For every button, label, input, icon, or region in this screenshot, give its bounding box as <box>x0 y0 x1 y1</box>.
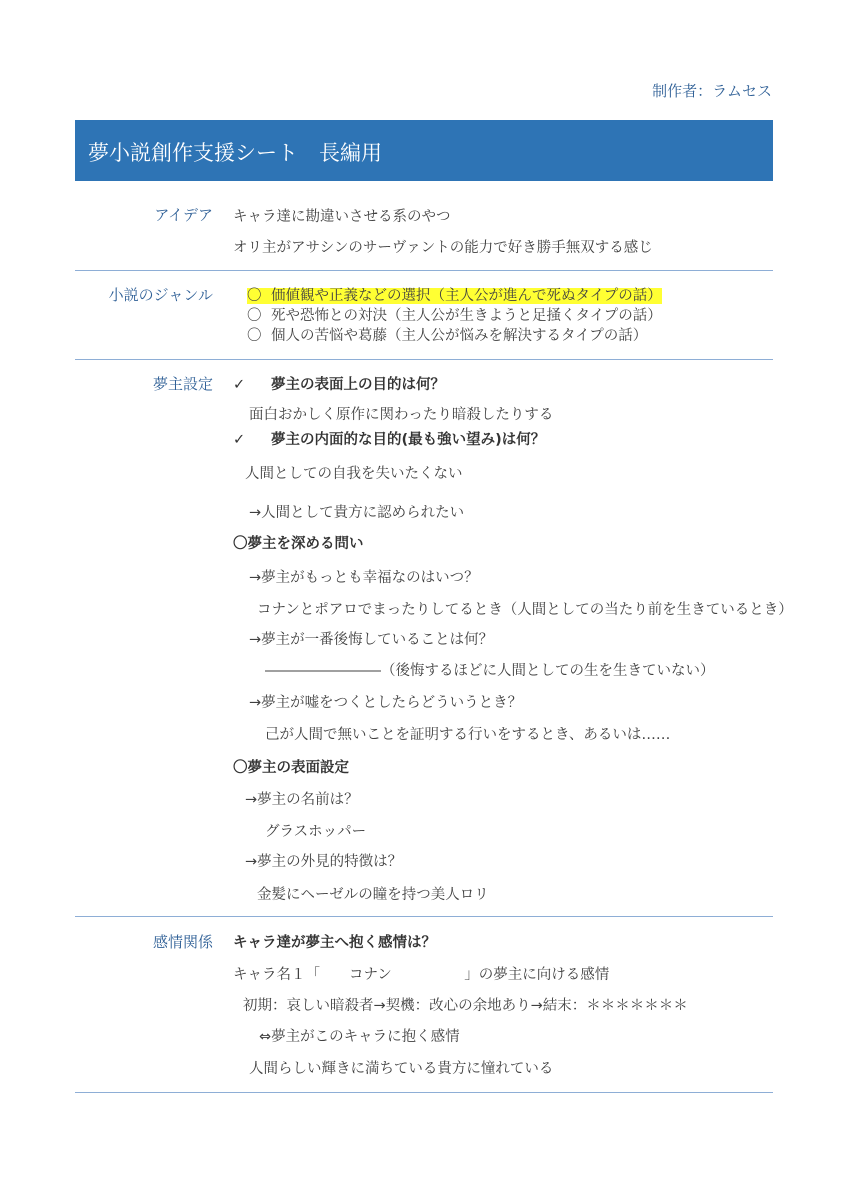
answer-text: →人間として貴方に認められたい <box>249 505 465 521</box>
idea-line: オリ主がアサシンのサーヴァントの能力で好き勝手無双する感じ <box>233 240 653 256</box>
answer-text: 面白おかしく原作に関わったり暗殺したりする <box>249 407 554 423</box>
genre-option-highlight <box>247 288 662 304</box>
question-text: →夢主の名前は？ <box>245 792 359 808</box>
question-text: →夢主がもっとも幸福なのはいつ？ <box>249 570 479 586</box>
subheading: 〇夢主の表面設定 <box>233 760 349 776</box>
section-divider <box>75 270 773 271</box>
genre-option-selected <box>247 284 662 305</box>
genre-option-text: 価値観や正義などの選択（主人公が進んで死ぬタイプの話） <box>271 288 662 304</box>
circle-mark-icon: 〇 <box>247 328 262 344</box>
section-divider <box>75 916 773 917</box>
character-line: キャラ名１「 コナン 」の夢主に向ける感情 <box>233 967 610 983</box>
protagonist-label: 夢主設定 <box>152 375 213 393</box>
subheading: 〇夢主を深める問い <box>233 536 364 552</box>
author-credit: 制作者：ラムセス <box>652 82 772 100</box>
answer-text: 人間としての自我を失いたくない <box>245 466 463 482</box>
checkmark-icon: ✓ <box>233 432 246 448</box>
emotion-progression: 初期：哀しい暗殺者→契機：改心の余地あり→結末：＊＊＊＊＊＊＊ <box>243 998 688 1014</box>
answer-text: 己が人間で無いことを証明する行いをするとき、あるいは…… <box>265 727 671 743</box>
answer-text: グラスホッパー <box>265 824 367 840</box>
section-divider <box>75 1092 773 1093</box>
question-row <box>233 428 545 449</box>
answer-text: ――――――――（後悔するほどに人間としての生を生きていない） <box>265 663 715 679</box>
circle-mark-icon: 〇 <box>247 288 262 304</box>
genre-label: 小説のジャンル <box>108 286 213 304</box>
subheading: キャラ達が夢主へ抱く感情は？ <box>233 935 436 951</box>
circle-mark-icon: 〇 <box>247 308 262 324</box>
genre-option <box>247 324 647 345</box>
question-text: →夢主が一番後悔していることは何？ <box>249 632 494 648</box>
question-row <box>233 373 445 394</box>
answer-text: コナンとポアロでまったりしてるとき（人間としての当たり前を生きているとき） <box>257 602 793 618</box>
answer-text: 人間らしい輝きに満ちている貴方に憧れている <box>249 1061 554 1077</box>
genre-option-text: 死や恐怖との対決（主人公が生きようと足掻くタイプの話） <box>271 308 662 324</box>
idea-label: アイデア <box>154 206 213 224</box>
title-banner <box>75 120 773 181</box>
page-title: 夢小説創作支援シート 長編用 <box>88 141 382 165</box>
checkmark-icon: ✓ <box>233 377 246 393</box>
question-text: →夢主の外見的特徴は？ <box>245 854 403 870</box>
relations-label: 感情関係 <box>152 933 213 951</box>
idea-line: キャラ達に勘違いさせる系のやつ <box>233 209 451 225</box>
answer-text: 金髪にヘーゼルの瞳を持つ美人ロリ <box>257 887 489 903</box>
question-text: 夢主の表面上の目的は何？ <box>271 377 445 393</box>
genre-option-text: 個人の苦悩や葛藤（主人公が悩みを解決するタイプの話） <box>271 328 648 344</box>
question-text: 夢主の内面的な目的(最も強い望み)は何？ <box>271 432 546 448</box>
question-text: →夢主が嘘をつくとしたらどういうとき？ <box>249 695 523 711</box>
section-divider <box>75 359 773 360</box>
genre-option <box>247 304 662 325</box>
reverse-emotion-heading: ⇔夢主がこのキャラに抱く感情 <box>259 1029 460 1045</box>
